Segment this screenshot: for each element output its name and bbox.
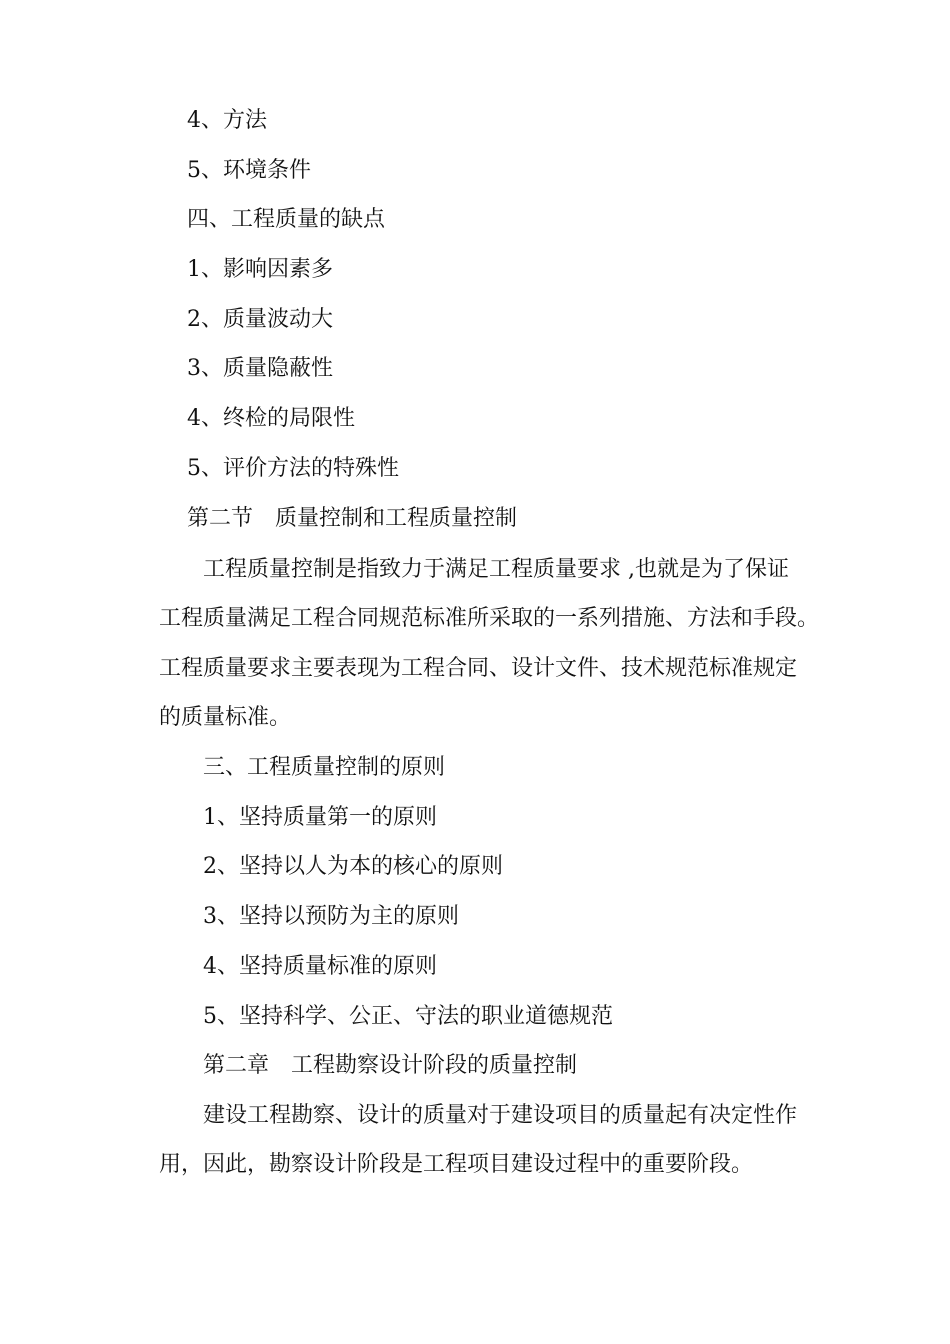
paragraph-line: 的质量标准。 [159,705,292,730]
list-item: 2、质量波动大 [187,307,333,332]
section-heading: 四、工程质量的缺点 [187,207,386,232]
list-item: 4、终检的局限性 [187,406,355,431]
paragraph-line: 工程质量满足工程合同规范标准所采取的一系列措施、方法和手段。 [159,606,820,631]
chapter-title: 第二章 工程勘察设计阶段的质量控制 [203,1053,578,1078]
list-item: 3、坚持以预防为主的原则 [203,904,459,929]
list-item: 4、方法 [187,108,267,133]
list-item: 1、影响因素多 [187,257,333,282]
section-title: 第二节 质量控制和工程质量控制 [187,506,518,531]
paragraph-line: 用，因此，勘察设计阶段是工程项目建设过程中的重要阶段。 [159,1152,754,1177]
paragraph-line: 建设工程勘察、设计的质量对于建设项目的质量起有决定性作 [203,1103,798,1128]
section-heading: 三、工程质量控制的原则 [203,755,446,780]
list-item: 2、坚持以人为本的核心的原则 [203,854,503,879]
list-item: 5、评价方法的特殊性 [187,456,399,481]
list-item: 3、质量隐蔽性 [187,356,333,381]
list-item: 5、环境条件 [187,158,311,183]
paragraph-line: 工程质量要求主要表现为工程合同、设计文件、技术规范标准规定 [159,656,798,681]
list-item: 4、坚持质量标准的原则 [203,954,437,979]
list-item: 1、坚持质量第一的原则 [203,805,437,830]
paragraph-line: 工程质量控制是指致力于满足工程质量要求 ,也就是为了保证 [203,557,789,582]
list-item: 5、坚持科学、公正、守法的职业道德规范 [203,1004,613,1029]
